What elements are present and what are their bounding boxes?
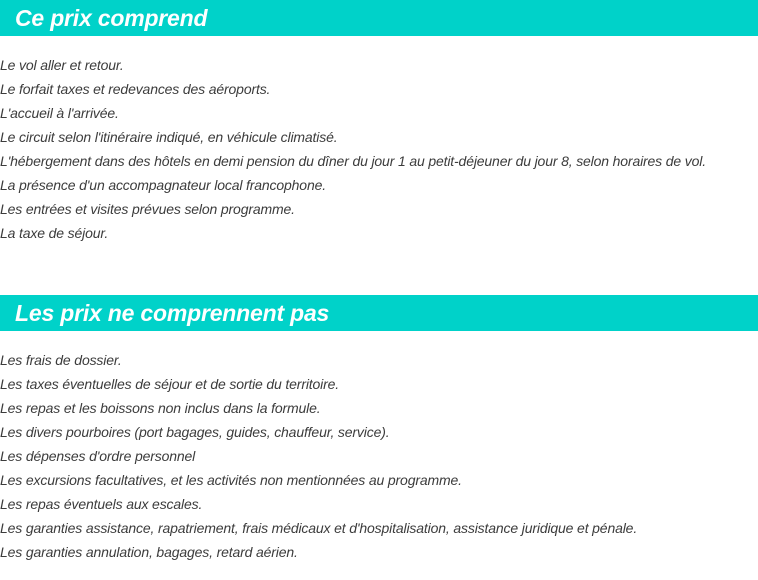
list-item: Les entrées et visites prévues selon programme.	[0, 201, 295, 217]
list-item: Le circuit selon l'itinéraire indiqué, en véhicule climatisé.	[0, 129, 338, 145]
list-item: Le vol aller et retour.	[0, 57, 124, 73]
list-item: Le forfait taxes et redevances des aéroports.	[0, 81, 271, 97]
list-item: La présence d'un accompagnateur local francophone.	[0, 177, 326, 193]
list-item: La taxe de séjour.	[0, 225, 109, 241]
list-item: Les dépenses d'ordre personnel	[0, 448, 196, 464]
list-item: Les repas éventuels aux escales.	[0, 496, 203, 512]
included-items-list	[0, 53, 706, 245]
list-item: Les repas et les boissons non inclus dans la formule.	[0, 400, 321, 416]
list-item: Les taxes éventuelles de séjour et de sortie du territoire.	[0, 376, 340, 392]
section-title-included: Ce prix comprend	[0, 0, 758, 36]
list-item: L'hébergement dans des hôtels en demi pension du dîner du jour 1 au petit-déjeuner du jour 8, selon horaires de vol.	[0, 153, 706, 169]
list-item: Les garanties annulation, bagages, retard aérien.	[0, 544, 298, 560]
list-item: L'accueil à l'arrivée.	[0, 105, 119, 121]
list-item: Les excursions facultatives, et les activités non mentionnées au programme.	[0, 472, 462, 488]
list-item: Les divers pourboires (port bagages, guides, chauffeur, service).	[0, 424, 390, 440]
list-item: Les garanties assistance, rapatriement, frais médicaux et d'hospitalisation, assistance juridique et pénale.	[0, 520, 638, 536]
excluded-items-list	[0, 348, 637, 564]
list-item: Les frais de dossier.	[0, 352, 122, 368]
section-title-excluded: Les prix ne comprennent pas	[0, 295, 758, 331]
